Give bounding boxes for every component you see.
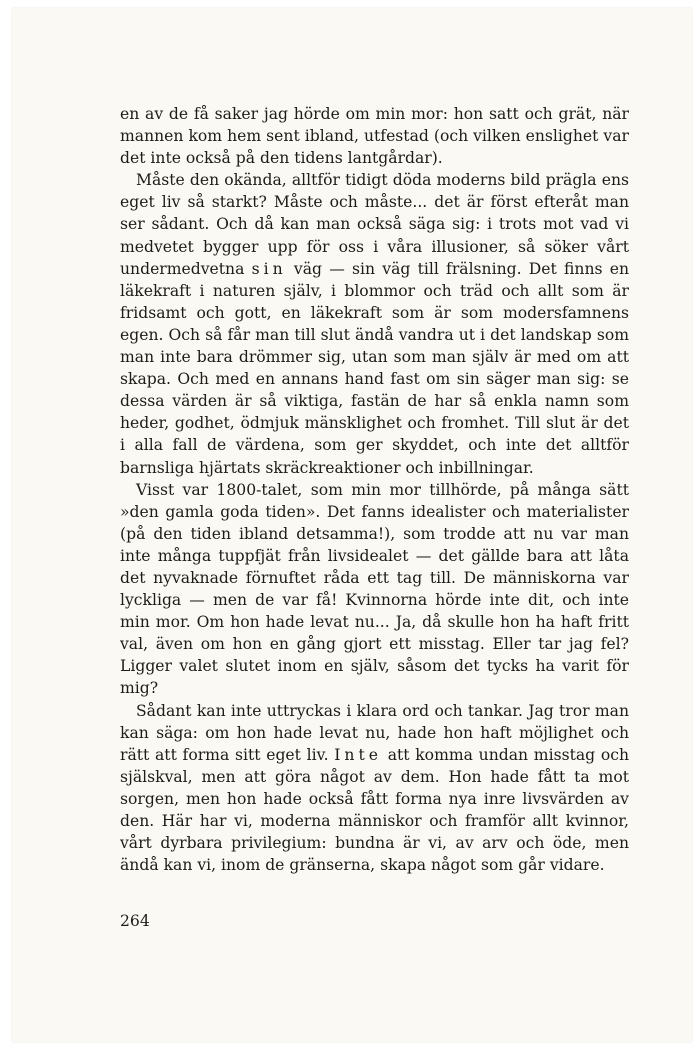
text-segment: en av de få saker jag hörde om min mor: hon satt och grät, när mannen kom hem sent ibland, utfestad (och vilken enslighet var det inte också på den tidens lantgårdar).	[120, 105, 629, 168]
emphasized-text: sin	[251, 259, 287, 278]
paragraph-3	[120, 479, 629, 700]
text-segment: Visst var 1800-talet, som min mor tillhörde, på många sätt »den gamla goda tiden». Det fanns idealister och materialister (på den tiden ibland detsamma!), som trodde att nu var man inte många tuppfjät från livsidealet — det gällde bara att låta det nyvaknade förnuftet råda ett tag till. De människorna var lyckliga — men de var få! Kvinnorna hörde inte dit, och inte min mor. Om hon hade levat nu... Ja, då skulle hon ha haft fritt val, även om hon en gång gjort ett misstag. Eller tar jag fel? Ligger valet slutet inom en själv, såsom det tycks ha varit för mig?	[120, 480, 629, 698]
text-segment: att komma undan misstag och själskval, men att göra något av dem. Hon hade fått ta mot sorgen, men hon hade också fått forma nya inre livsvärden av den. Här har vi, moderna människor och framför allt kvinnor, vårt dyrbara privilegium: bundna är vi, av arv och öde, men ändå kan vi, inom de gränserna, skapa något som går vidare.	[120, 745, 630, 875]
text-segment: Måste den okända, alltför tidigt döda moderns bild prägla ens eget liv så starkt? Måste och måste... det är först efteråt man ser sådant. Och då kan man också säga sig: i trots mot vad vi medvetet bygger upp för oss i våra illusioner, så söker vårt undermedvetna	[120, 171, 629, 278]
emphasized-text: Inte	[334, 745, 382, 764]
paragraph-4	[120, 700, 629, 877]
body-text	[120, 103, 629, 876]
text-segment: Sådant kan inte uttryckas i klara ord och tankar. Jag tror man kan säga: om hon hade levat nu, hade hon haft möjlighet och rätt att forma sitt eget liv.	[120, 701, 629, 764]
page-number: 264	[120, 912, 150, 930]
paragraph-2	[120, 169, 629, 478]
paragraph-1	[120, 103, 629, 169]
book-page	[12, 8, 692, 1042]
text-segment: väg — sin väg till frälsning. Det finns en läkekraft i naturen själv, i blommor och träd och allt som är fridsamt och gott, en läkekraft som är som modersfamnens egen. Och så får man till slut ändå vandra ut i det landskap som man inte bara drömmer sig, utan som man själv är med om att skapa. Och med en annans hand fast om sin säger man sig: se dessa värden är så viktiga, fastän de har så enkla namn som heder, godhet, ödmjuk mänsklighet och fromhet. Till slut är det i alla fall de värdena, som ger skyddet, och inte det alltför barnsliga hjärtats skräckreaktioner och inbillningar.	[120, 259, 629, 477]
